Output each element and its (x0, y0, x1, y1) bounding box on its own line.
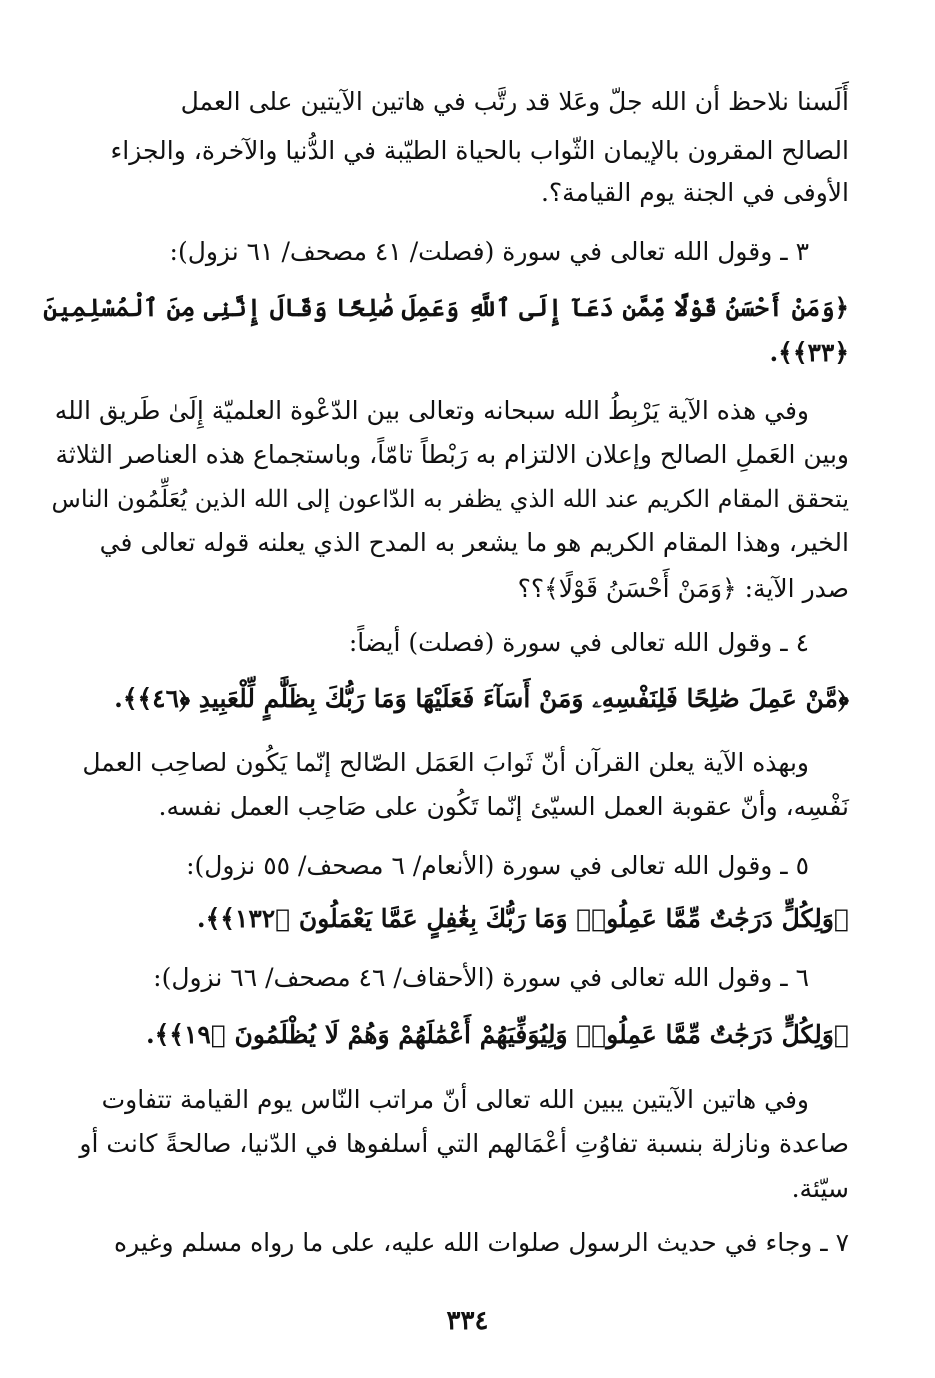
text-line: الصالح المقرون بالإيمان الثّواب بالحياة الطيّبة في الدُّنيا والآخرة، والجزاء (110, 136, 849, 165)
quran-verse-line: ﴿وَلِكُلٍّ دَرَجَٰتٌ مِّمَّا عَمِلُوا۟ وَلِيُوَفِّيَهُمْ أَعْمَٰلَهُمْ وَهُمْ لَا يُظْلَمُونَ ﴿١٩﴾﴾. (145, 1020, 849, 1049)
page-number: ٣٣٤ (446, 1306, 489, 1336)
text-line: وفي هاتين الآيتين يبين الله تعالى أنّ مراتب النّاس يوم القيامة تتفاوت (101, 1085, 809, 1114)
text-line: أَلَسنا نلاحظ أن الله جلّ وعَلا قد رتَّب في هاتين الآيتين على العمل (180, 87, 849, 116)
text-line: نَفْسِه، وأنّ عقوبة العمل السيّئ إنّما تَكُون على صَاحِب العمل نفسه. (158, 792, 849, 821)
text-line: الأوفى في الجنة يوم القيامة؟. (540, 178, 849, 207)
text-line: ٣ ـ وقول الله تعالى في سورة (فصلت/ ٤١ مصحف/ ٦١ نزول): (169, 237, 809, 266)
text-line: ٧ ـ وجاء في حديث الرسول صلوات الله عليه، على ما رواه مسلم وغيره (114, 1228, 849, 1257)
text-line: الخير، وهذا المقام الكريم هو ما يشعر به المدح الذي يعلنه قوله تعالى في (99, 528, 849, 557)
text-line: صاعدة ونازلة بنسبة تفاوُتِ أعْمَالهم التي أسلفوها في الدّنيا، صالحةً كانت أو (79, 1129, 849, 1158)
quran-verse-line: ﴿وَلِكُلٍّ دَرَجَٰتٌ مِّمَّا عَمِلُوا۟ وَمَا رَبُّكَ بِغَٰفِلٍ عَمَّا يَعْمَلُونَ ﴿١٣٢﴾﴾. (196, 904, 849, 933)
text-line: وبين العَملِ الصالح وإعلان الالتزام به رَبْطاً تامّاً، وباستجماع هذه العناصر الثلاثة (55, 440, 849, 469)
text-line: ٦ ـ وقول الله تعالى في سورة (الأحقاف/ ٤٦ مصحف/ ٦٦ نزول): (153, 963, 809, 992)
quran-verse-line: ﴿وَمَنْ أَحْسَنُ قَوْلًا مِّمَّن دَعَآ إِلَى ٱللَّهِ وَعَمِلَ صَٰلِحًا وَقَالَ إِنَّنِى مِنَ ٱلْمُسْلِمِينَ (43, 293, 849, 322)
text-line: يتحقق المقام الكريم عند الله الذي يظفر به الدّاعون إلى الله الذين يُعَلِّمُون الناس (51, 485, 849, 513)
quran-verse-line: ﴿مَّنْ عَمِلَ صَٰلِحًا فَلِنَفْسِهِۦ وَمَنْ أَسَآءَ فَعَلَيْهَا وَمَا رَبُّكَ بِظَلَّٰمٍ لِّلْعَبِيدِ ﴿٤٦﴾﴾. (114, 684, 849, 713)
text-line: وبهذه الآية يعلن القرآن أنّ ثَوابَ العَمَل الصّالح إنّما يَكُون لصاحِب العمل (82, 748, 809, 777)
text-line: صدر الآية: ﴿وَمَنْ أَحْسَنُ قَوْلًا﴾؟؟ (517, 574, 849, 603)
text-line: ٥ ـ وقول الله تعالى في سورة (الأنعام/ ٦ مصحف/ ٥٥ نزول): (186, 851, 809, 880)
quran-verse-line: ﴿٣٣﴾﴾. (769, 338, 849, 367)
text-line: ٤ ـ وقول الله تعالى في سورة (فصلت) أيضاً: (348, 628, 809, 657)
text-line: وفي هذه الآية يَرْبِطُ الله سبحانه وتعالى بين الدّعْوة العلميّة إِلَىٰ طَريق الله (54, 396, 809, 425)
text-line: سيّئة. (791, 1174, 849, 1203)
